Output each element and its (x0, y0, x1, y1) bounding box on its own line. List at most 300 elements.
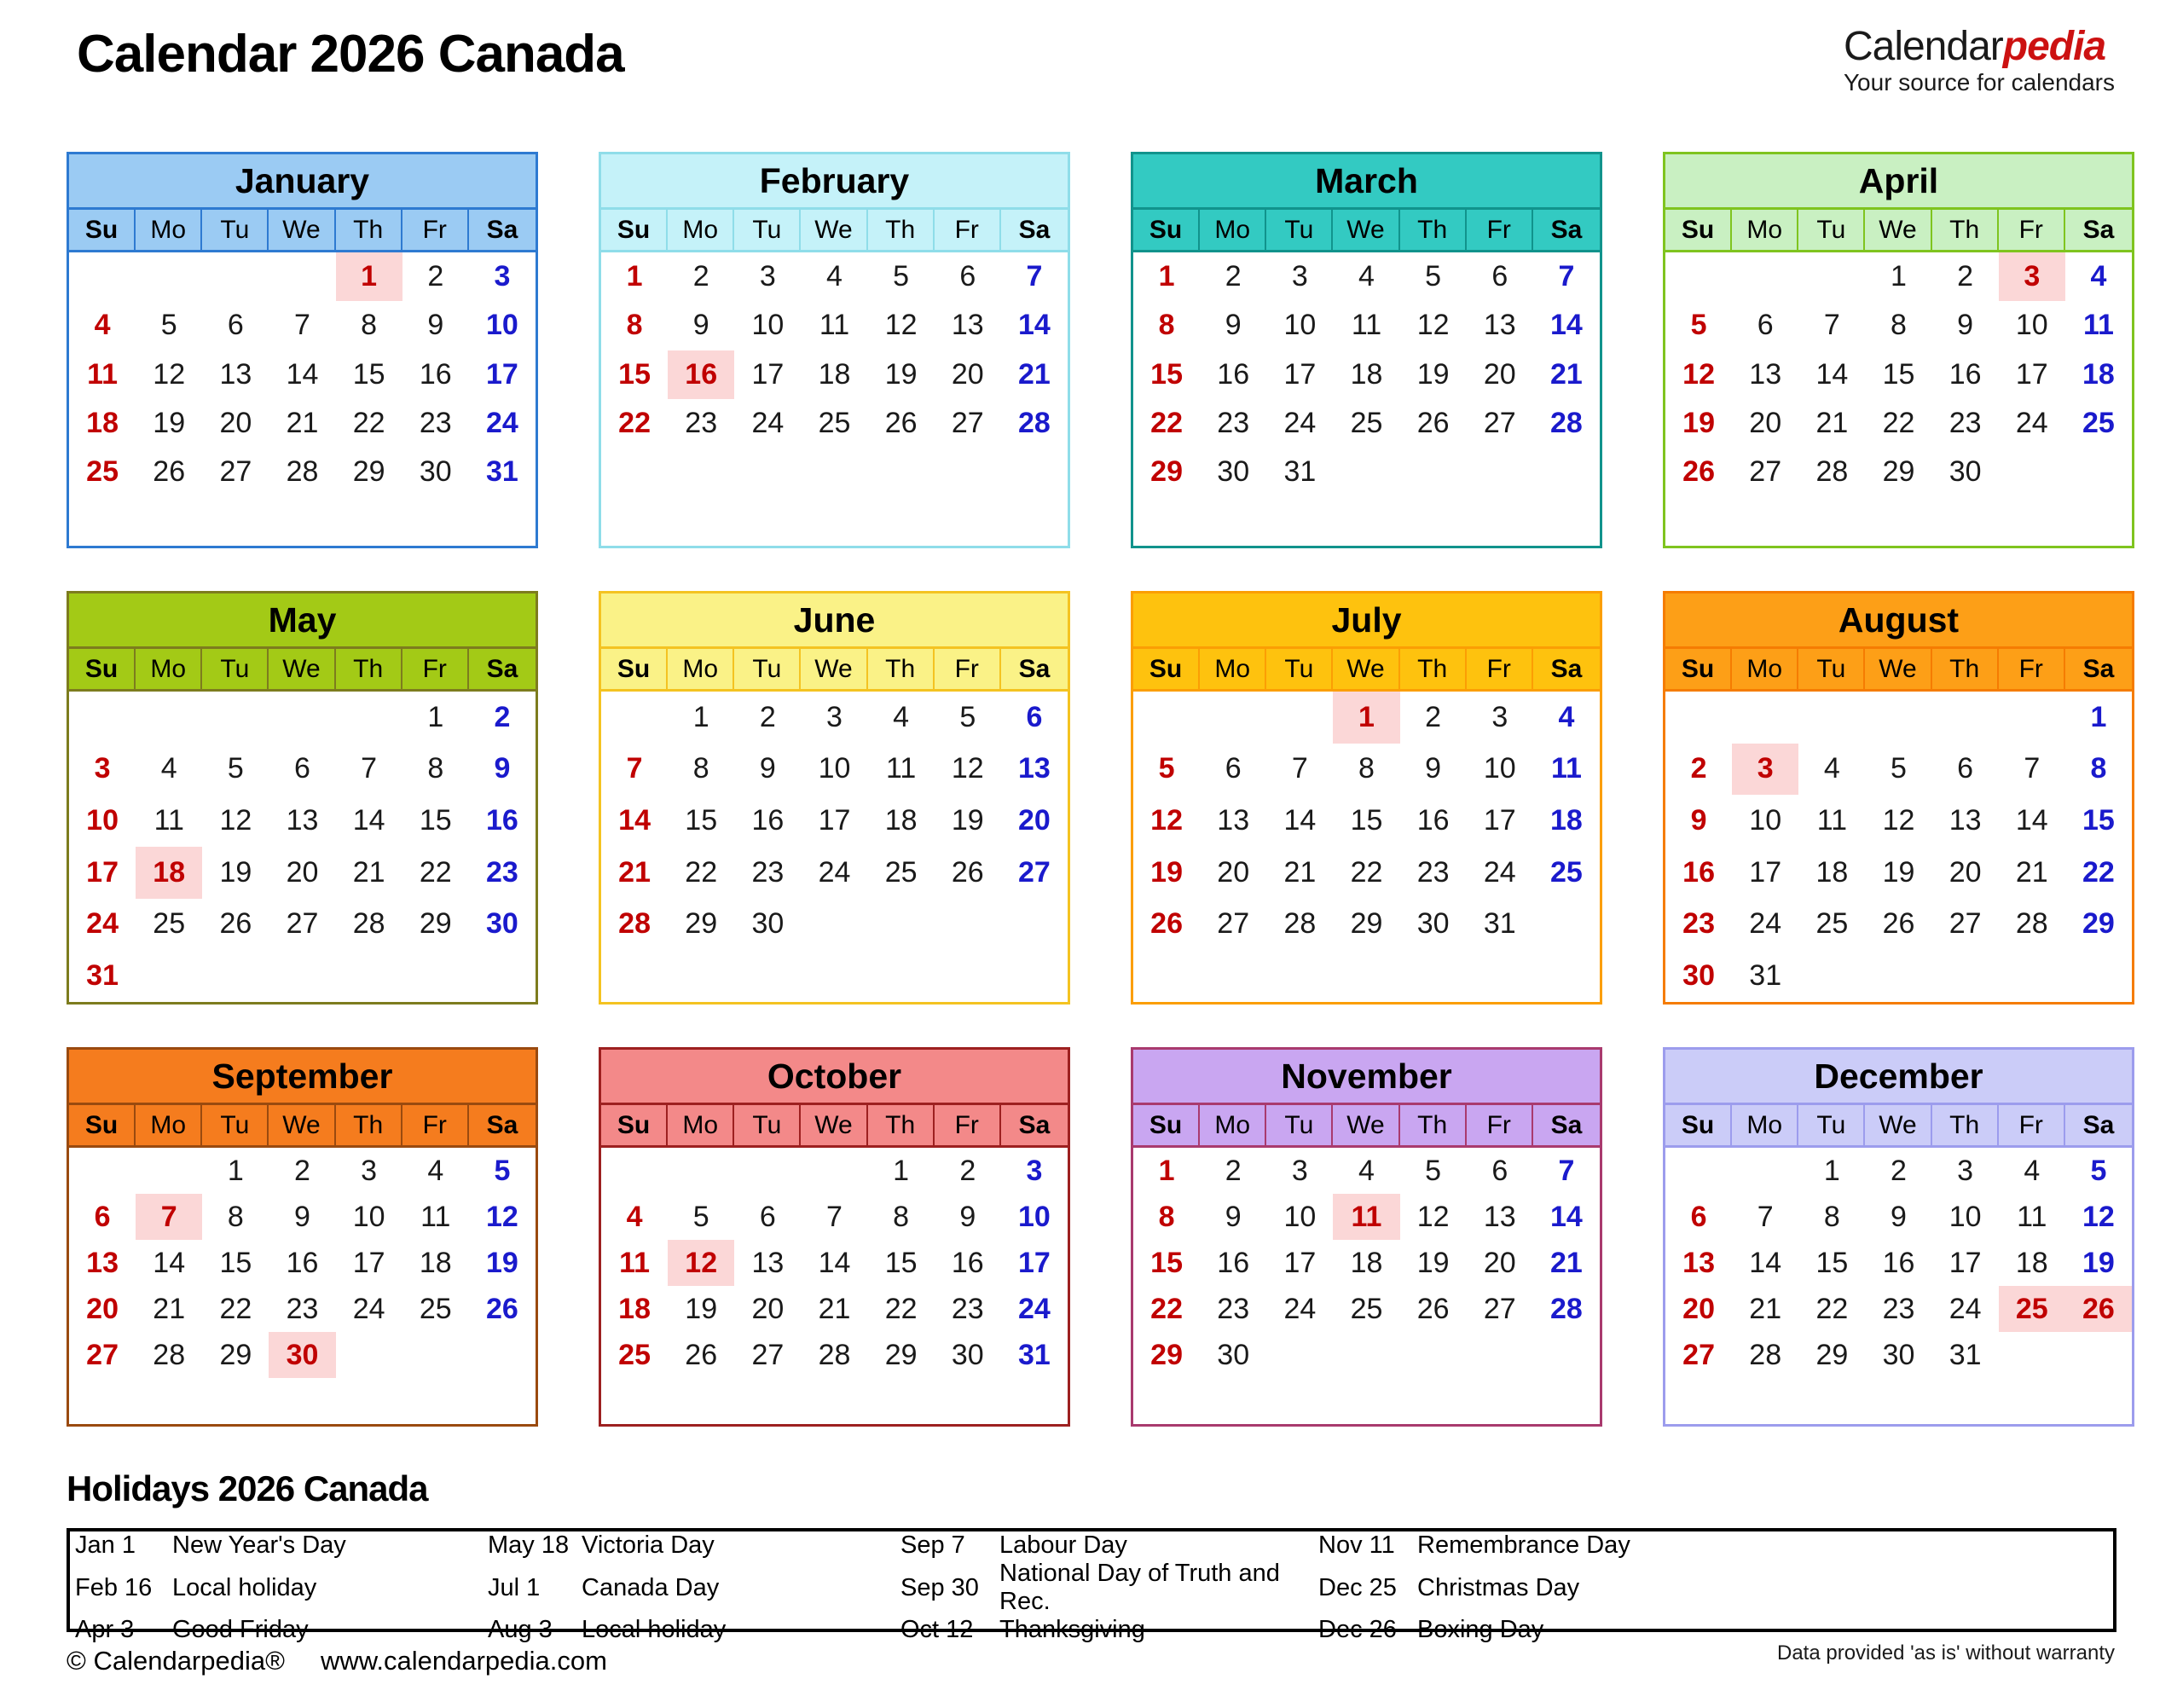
date-cell-may-25: 25 (153, 907, 186, 941)
empty-cell (1400, 497, 1467, 546)
weekday-label-tu: Tu (1798, 1105, 1865, 1145)
date-cell-october-26: 26 (685, 1338, 718, 1371)
date-cell-march-22: 22 (1150, 407, 1183, 440)
empty-cell (1798, 497, 1865, 546)
holiday-date: Sep 30 (900, 1573, 979, 1601)
date-cell-april-22: 22 (1882, 407, 1915, 440)
empty-cell (1932, 1378, 1999, 1424)
date-cell-december-21: 21 (1749, 1292, 1782, 1325)
date-cell-august-27: 27 (1948, 907, 1982, 941)
date-cell-january-23: 23 (419, 407, 452, 440)
date-cell-december-27: 27 (1682, 1338, 1715, 1371)
date-cell-january-24: 24 (486, 407, 518, 440)
date-cell-july-6: 6 (1225, 752, 1242, 785)
holiday-name: National Day of Truth and Rec. (999, 1560, 1280, 1615)
date-cell-december-15: 15 (1815, 1246, 1849, 1279)
date-cell-november-20: 20 (1483, 1246, 1516, 1279)
weekday-label-mo: Mo (668, 210, 734, 250)
date-cell-december-9: 9 (1891, 1200, 1907, 1233)
date-cell-april-10: 10 (2015, 309, 2048, 342)
date-cell-december-7: 7 (1757, 1200, 1774, 1233)
date-cell-april-8: 8 (1891, 309, 1907, 342)
empty-cell (69, 1148, 136, 1194)
date-cell-september-26: 26 (486, 1292, 518, 1325)
date-cell-september-2: 2 (294, 1154, 310, 1187)
weekday-label-su: Su (69, 1105, 136, 1145)
empty-cell (868, 899, 935, 951)
date-cell-april-2: 2 (1957, 260, 1974, 293)
date-cell-july-2: 2 (1425, 700, 1442, 733)
empty-cell (868, 497, 935, 546)
date-cell-october-28: 28 (818, 1338, 851, 1371)
date-cell-april-11: 11 (2082, 309, 2114, 342)
empty-cell (1798, 950, 1865, 1002)
date-cell-october-4: 4 (626, 1200, 643, 1233)
date-cell-december-13: 13 (1682, 1246, 1715, 1279)
empty-cell (1999, 1332, 2065, 1378)
empty-cell (269, 252, 335, 301)
week-row (1665, 497, 2132, 546)
date-cell-september-3: 3 (361, 1154, 378, 1187)
date-cell-september-7: 7 (136, 1194, 202, 1240)
week-row (601, 1286, 1068, 1332)
date-cell-april-14: 14 (1815, 357, 1849, 391)
date-cell-march-20: 20 (1483, 357, 1516, 391)
date-cell-august-2: 2 (1690, 752, 1707, 785)
date-cell-december-31: 31 (1948, 1338, 1982, 1371)
date-cell-february-1: 1 (626, 260, 643, 293)
date-cell-august-15: 15 (2082, 804, 2115, 837)
date-cell-november-15: 15 (1150, 1246, 1183, 1279)
weekday-label-su: Su (601, 649, 668, 689)
brand-logo (1844, 26, 2115, 68)
date-cell-august-10: 10 (1749, 804, 1782, 837)
date-cell-december-12: 12 (2082, 1200, 2115, 1233)
weekday-label-sa: Sa (486, 215, 518, 244)
holiday-date: Sep 7 (900, 1531, 965, 1559)
date-cell-april-24: 24 (2015, 407, 2048, 440)
empty-cell (1533, 1332, 1600, 1378)
weekday-label-fr: Fr (1999, 1105, 2065, 1145)
weekday-label-mo: Mo (1732, 210, 1798, 250)
dates-area (1133, 1148, 1600, 1424)
date-cell-march-23: 23 (1217, 407, 1250, 440)
week-row (1133, 1194, 1600, 1240)
empty-cell (2065, 497, 2132, 546)
date-cell-october-10: 10 (1018, 1200, 1051, 1233)
empty-cell (1001, 448, 1068, 496)
date-cell-november-14: 14 (1550, 1200, 1583, 1233)
date-cell-march-11: 11 (1351, 309, 1382, 342)
empty-cell (801, 1378, 867, 1424)
date-cell-january-17: 17 (486, 357, 518, 391)
empty-cell (734, 448, 801, 496)
date-cell-may-13: 13 (286, 804, 319, 837)
empty-cell (202, 497, 269, 546)
date-cell-august-20: 20 (1948, 855, 1982, 889)
date-cell-april-4: 4 (2090, 260, 2107, 293)
date-cell-march-28: 28 (1550, 407, 1583, 440)
date-cell-february-26: 26 (884, 407, 918, 440)
date-cell-february-17: 17 (751, 357, 785, 391)
week-row (69, 350, 536, 399)
weekday-header-row (1133, 210, 1600, 252)
date-cell-may-21: 21 (352, 855, 385, 889)
weekday-label-th: Th (1400, 1105, 1467, 1145)
date-cell-february-19: 19 (884, 357, 918, 391)
date-cell-march-18: 18 (1350, 357, 1383, 391)
date-cell-july-30: 30 (1416, 907, 1450, 941)
date-cell-january-21: 21 (286, 407, 319, 440)
date-cell-june-29: 29 (685, 907, 718, 941)
month-title-october: October (601, 1050, 1068, 1105)
date-cell-july-25: 25 (1550, 855, 1583, 889)
date-cell-september-18: 18 (419, 1246, 452, 1279)
empty-cell (69, 252, 136, 301)
weekday-label-sa: Sa (1018, 215, 1051, 244)
date-cell-july-16: 16 (1416, 804, 1450, 837)
month-title-april: April (1665, 154, 2132, 210)
date-cell-february-2: 2 (692, 260, 709, 293)
week-row (1133, 448, 1600, 496)
month-february (599, 152, 1070, 548)
date-cell-july-22: 22 (1350, 855, 1383, 889)
empty-cell (1001, 899, 1068, 951)
week-row (1133, 1148, 1600, 1194)
date-cell-may-10: 10 (86, 804, 119, 837)
month-title-june: June (601, 593, 1068, 649)
empty-cell (801, 950, 867, 1002)
empty-cell (1798, 1378, 1865, 1424)
holiday-date: Dec 26 (1318, 1616, 1397, 1643)
date-cell-april-9: 9 (1957, 309, 1974, 342)
week-row (1133, 497, 1600, 546)
week-row (69, 252, 536, 301)
date-cell-june-11: 11 (885, 752, 917, 785)
week-row (601, 1378, 1068, 1424)
week-row (1665, 847, 2132, 899)
date-cell-march-7: 7 (1558, 260, 1575, 293)
weekday-label-we: We (801, 649, 867, 689)
date-cell-july-19: 19 (1150, 855, 1183, 889)
date-cell-october-23: 23 (951, 1292, 984, 1325)
date-cell-august-25: 25 (1815, 907, 1849, 941)
date-cell-april-5: 5 (1690, 309, 1707, 342)
empty-cell (1200, 497, 1266, 546)
date-cell-march-25: 25 (1350, 407, 1383, 440)
date-cell-march-3: 3 (1291, 260, 1308, 293)
weekday-header-row (1133, 1105, 1600, 1148)
empty-cell (69, 497, 136, 546)
week-row (69, 1378, 536, 1424)
date-cell-december-30: 30 (1882, 1338, 1915, 1371)
week-row (1665, 301, 2132, 350)
footer-website-link[interactable]: www.calendarpedia.com (320, 1646, 607, 1676)
date-cell-september-14: 14 (153, 1246, 186, 1279)
date-cell-august-30: 30 (1682, 959, 1715, 993)
weekday-header-row (69, 1105, 536, 1148)
empty-cell (1266, 497, 1333, 546)
empty-cell (2065, 448, 2132, 496)
weekday-label-tu: Tu (202, 1105, 269, 1145)
weekday-label-fr: Fr (935, 210, 1001, 250)
week-row (69, 1286, 536, 1332)
date-cell-november-3: 3 (1291, 1154, 1308, 1187)
date-cell-march-15: 15 (1150, 357, 1183, 391)
date-cell-april-27: 27 (1749, 455, 1782, 489)
date-cell-november-11: 11 (1333, 1194, 1399, 1240)
date-cell-may-27: 27 (286, 907, 319, 941)
weekday-label-fr: Fr (1999, 649, 2065, 689)
empty-cell (136, 497, 202, 546)
weekday-label-sa: Sa (1550, 654, 1583, 683)
date-cell-october-7: 7 (826, 1200, 843, 1233)
weekday-label-mo: Mo (1200, 210, 1266, 250)
date-cell-september-21: 21 (153, 1292, 186, 1325)
empty-cell (1533, 1378, 1600, 1424)
date-cell-march-14: 14 (1550, 309, 1583, 342)
date-cell-september-1: 1 (227, 1154, 244, 1187)
date-cell-march-9: 9 (1225, 309, 1242, 342)
empty-cell (935, 899, 1001, 951)
date-cell-june-23: 23 (751, 855, 785, 889)
empty-cell (1665, 497, 1732, 546)
date-cell-november-24: 24 (1283, 1292, 1317, 1325)
date-cell-february-3: 3 (759, 260, 776, 293)
date-cell-may-7: 7 (361, 752, 378, 785)
empty-cell (734, 497, 801, 546)
week-row (69, 899, 536, 951)
holiday-date: Apr 3 (75, 1616, 135, 1643)
date-cell-february-12: 12 (884, 309, 918, 342)
dates-area (601, 692, 1068, 1002)
date-cell-september-4: 4 (427, 1154, 444, 1187)
date-cell-february-24: 24 (751, 407, 785, 440)
date-cell-september-16: 16 (286, 1246, 319, 1279)
date-cell-august-17: 17 (1749, 855, 1782, 889)
date-cell-october-5: 5 (692, 1200, 709, 1233)
week-row (601, 1240, 1068, 1286)
empty-cell (1133, 950, 1200, 1002)
date-cell-august-24: 24 (1749, 907, 1782, 941)
empty-cell (2065, 950, 2132, 1002)
date-cell-january-11: 11 (87, 357, 119, 391)
date-cell-november-2: 2 (1225, 1154, 1242, 1187)
date-cell-november-22: 22 (1150, 1292, 1183, 1325)
date-cell-december-8: 8 (1823, 1200, 1840, 1233)
date-cell-april-19: 19 (1682, 407, 1715, 440)
brand-logo-red: pedia (2002, 24, 2106, 69)
date-cell-november-18: 18 (1350, 1246, 1383, 1279)
date-cell-february-15: 15 (618, 357, 651, 391)
date-cell-march-8: 8 (1158, 309, 1175, 342)
weekday-header-row (601, 649, 1068, 692)
week-row (601, 1148, 1068, 1194)
weekday-label-fr: Fr (402, 210, 469, 250)
empty-cell (1467, 497, 1533, 546)
weekday-label-tu: Tu (202, 649, 269, 689)
date-cell-august-23: 23 (1682, 907, 1715, 941)
month-title-september: September (69, 1050, 536, 1105)
date-cell-november-5: 5 (1425, 1154, 1442, 1187)
date-cell-november-10: 10 (1283, 1200, 1317, 1233)
date-cell-october-25: 25 (618, 1338, 651, 1371)
week-row (1665, 399, 2132, 448)
date-cell-august-4: 4 (1823, 752, 1840, 785)
holidays-table (67, 1528, 2116, 1643)
dates-area (601, 1148, 1068, 1424)
weekday-label-tu: Tu (734, 1105, 801, 1145)
empty-cell (668, 950, 734, 1002)
empty-cell (801, 497, 867, 546)
empty-cell (601, 448, 668, 496)
date-cell-august-1: 1 (2090, 700, 2107, 733)
empty-cell (1333, 497, 1399, 546)
date-cell-march-17: 17 (1283, 357, 1317, 391)
date-cell-november-30: 30 (1217, 1338, 1250, 1371)
date-cell-may-26: 26 (219, 907, 252, 941)
weekday-label-we: We (801, 1105, 867, 1145)
date-cell-july-11: 11 (1550, 752, 1582, 785)
empty-cell (1333, 448, 1399, 496)
date-cell-august-13: 13 (1948, 804, 1982, 837)
weekday-label-su: Su (1133, 649, 1200, 689)
empty-cell (402, 497, 469, 546)
week-row (69, 950, 536, 1002)
date-cell-august-19: 19 (1882, 855, 1915, 889)
date-cell-july-4: 4 (1558, 700, 1575, 733)
date-cell-february-5: 5 (893, 260, 910, 293)
date-cell-april-30: 30 (1948, 455, 1982, 489)
weekday-label-su: Su (69, 649, 136, 689)
date-cell-december-24: 24 (1948, 1292, 1982, 1325)
week-row (69, 1240, 536, 1286)
weekday-label-we: We (1865, 649, 1931, 689)
date-cell-september-24: 24 (352, 1292, 385, 1325)
empty-cell (668, 448, 734, 496)
date-cell-august-26: 26 (1882, 907, 1915, 941)
date-cell-december-25: 25 (1999, 1286, 2065, 1332)
month-july (1131, 591, 1602, 1005)
date-cell-june-18: 18 (884, 804, 918, 837)
date-cell-march-12: 12 (1416, 309, 1450, 342)
empty-cell (1266, 692, 1333, 744)
date-cell-february-16: 16 (668, 350, 734, 399)
date-cell-november-6: 6 (1491, 1154, 1508, 1187)
date-cell-december-22: 22 (1815, 1292, 1849, 1325)
week-row (69, 448, 536, 496)
date-cell-december-23: 23 (1882, 1292, 1915, 1325)
date-cell-june-27: 27 (1018, 855, 1051, 889)
week-row (69, 1194, 536, 1240)
date-cell-april-23: 23 (1948, 407, 1982, 440)
date-cell-july-1: 1 (1333, 692, 1399, 744)
date-cell-may-8: 8 (427, 752, 444, 785)
empty-cell (935, 1378, 1001, 1424)
date-cell-april-15: 15 (1882, 357, 1915, 391)
weekday-label-su: Su (69, 210, 136, 250)
weekday-label-we: We (269, 1105, 335, 1145)
week-row (1133, 1378, 1600, 1424)
date-cell-december-19: 19 (2082, 1246, 2115, 1279)
week-row (1665, 1240, 2132, 1286)
holiday-name: Canada Day (582, 1573, 720, 1601)
empty-cell (69, 1378, 136, 1424)
date-cell-april-13: 13 (1749, 357, 1782, 391)
weekday-label-th: Th (1400, 649, 1467, 689)
weekday-label-sa: Sa (486, 1110, 518, 1139)
weekday-label-mo: Mo (668, 1105, 734, 1145)
date-cell-may-29: 29 (419, 907, 452, 941)
month-january (67, 152, 538, 548)
date-cell-february-13: 13 (951, 309, 984, 342)
date-cell-august-8: 8 (2090, 752, 2107, 785)
weekday-label-th: Th (1400, 210, 1467, 250)
date-cell-april-7: 7 (1823, 309, 1840, 342)
week-row (69, 497, 536, 546)
week-row (1665, 1148, 2132, 1194)
date-cell-june-6: 6 (1026, 700, 1043, 733)
date-cell-september-13: 13 (86, 1246, 119, 1279)
date-cell-september-28: 28 (153, 1338, 186, 1371)
date-cell-may-5: 5 (227, 752, 244, 785)
weekday-label-we: We (1333, 649, 1399, 689)
empty-cell (202, 252, 269, 301)
dates-area (69, 1148, 536, 1424)
week-row (69, 399, 536, 448)
week-row (1133, 795, 1600, 847)
date-cell-february-23: 23 (685, 407, 718, 440)
empty-cell (1999, 950, 2065, 1002)
date-cell-october-8: 8 (893, 1200, 910, 1233)
date-cell-november-26: 26 (1416, 1292, 1450, 1325)
weekday-label-tu: Tu (202, 210, 269, 250)
weekday-label-mo: Mo (136, 210, 202, 250)
empty-cell (601, 1148, 668, 1194)
date-cell-january-6: 6 (227, 309, 244, 342)
date-cell-december-16: 16 (1882, 1246, 1915, 1279)
date-cell-july-10: 10 (1483, 752, 1516, 785)
weekday-label-th: Th (336, 649, 402, 689)
weekday-label-we: We (269, 210, 335, 250)
holiday-date: Jul 1 (488, 1573, 541, 1601)
weekday-label-su: Su (1665, 1105, 1732, 1145)
date-cell-june-22: 22 (685, 855, 718, 889)
week-row (1133, 899, 1600, 951)
holidays-title: Holidays 2026 Canada (67, 1468, 428, 1508)
date-cell-june-21: 21 (618, 855, 651, 889)
date-cell-february-8: 8 (626, 309, 643, 342)
date-cell-june-13: 13 (1018, 752, 1051, 785)
holiday-date: Jan 1 (75, 1531, 136, 1559)
empty-cell (801, 448, 867, 496)
empty-cell (2065, 1378, 2132, 1424)
empty-cell (935, 448, 1001, 496)
month-title-november: November (1133, 1050, 1600, 1105)
date-cell-october-14: 14 (818, 1246, 851, 1279)
weekday-label-th: Th (868, 210, 935, 250)
empty-cell (1467, 1332, 1533, 1378)
week-row (601, 1332, 1068, 1378)
weekday-label-su: Su (601, 1105, 668, 1145)
date-cell-march-29: 29 (1150, 455, 1183, 489)
empty-cell (734, 950, 801, 1002)
weekday-header-row (69, 649, 536, 692)
date-cell-september-20: 20 (86, 1292, 119, 1325)
date-cell-may-16: 16 (486, 804, 518, 837)
week-row (1665, 350, 2132, 399)
date-cell-april-21: 21 (1815, 407, 1849, 440)
